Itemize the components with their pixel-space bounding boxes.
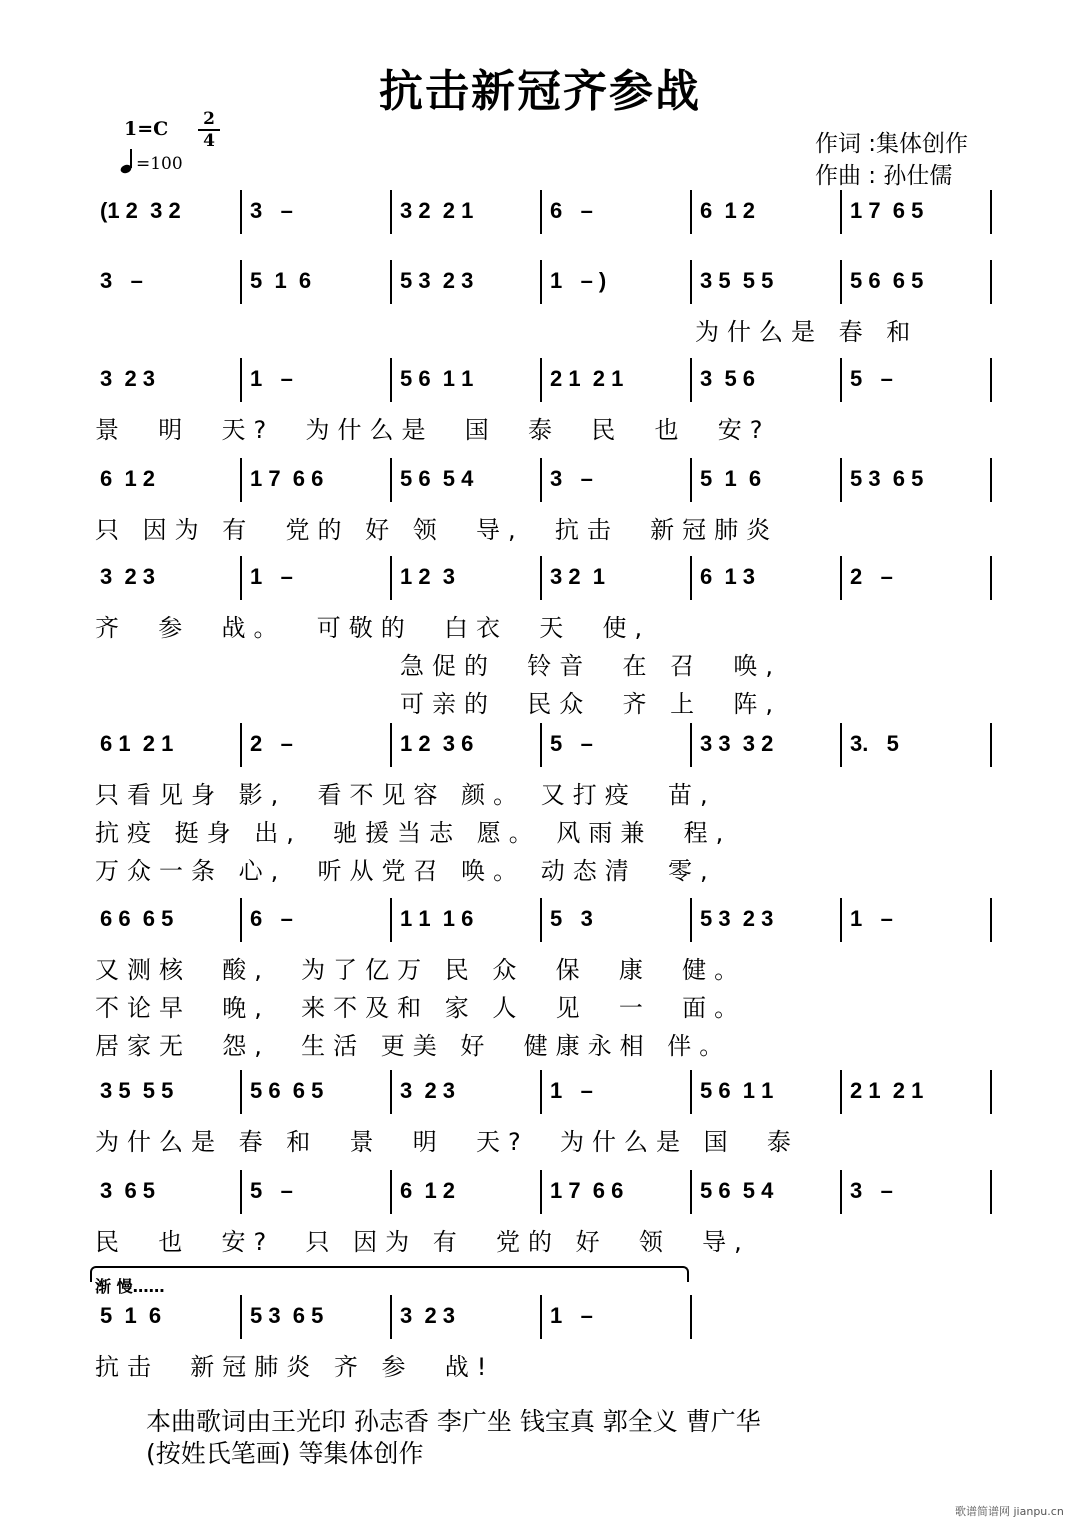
lyric-line: 景 明 天? 为什么是 国 泰 民 也 安? [95,416,771,444]
lyric-line: 为什么是 春 和 景 明 天? 为什么是 国 泰 [95,1128,799,1156]
measure-notes: 5 6 5 4 [400,466,474,491]
ritardando-bracket [90,1266,689,1282]
barline [390,556,392,600]
composer-credit: 作曲 : 孙仕儒 [815,163,953,189]
measure-notes: 5 – [850,366,893,391]
lyric-line: 齐 参 战。 可敬的 白衣 天 使, [95,614,651,642]
footnote-line-2: (按姓氏笔画) 等集体创作 [146,1439,424,1468]
measure-notes: 3 3 3 2 [700,731,774,756]
lyric-line: 不论早 晚, 来不及和 家 人 见 一 面。 [95,994,747,1022]
measure-notes: 2 – [850,564,893,589]
measure-notes: 1 – ) [550,268,607,293]
barline [240,1170,242,1214]
measure-notes: 6 1 3 [700,564,756,589]
measure-notes: 3 – [250,198,293,223]
barline [840,723,842,767]
time-top: 2 [203,109,215,129]
measure-notes: 1 7 6 5 [850,198,924,223]
measure-notes: 6 1 2 1 [100,731,174,756]
barline [240,1070,242,1114]
measure-notes: 1 7 6 6 [550,1178,624,1203]
barline [840,1070,842,1114]
barline [690,358,692,402]
barline [690,556,692,600]
measure-notes: 5 3 6 5 [250,1303,324,1328]
barline [240,556,242,600]
measure-notes: 6 1 2 [100,466,156,491]
measure-notes: 3 2 2 1 [400,198,474,223]
barline [990,898,992,942]
measure-notes: 3 – [550,466,593,491]
barline [840,260,842,304]
barline [690,1170,692,1214]
lyric-line: 只 因为 有 党的 好 领 导, 抗击 新冠肺炎 [95,516,779,544]
lyric-line: 只看见身 影, 看不见容 颜。 又打疫 苗, [95,781,716,809]
barline [240,898,242,942]
measure-notes: (1 2 3 2 [100,198,181,223]
barline [690,260,692,304]
measure-notes: 2 1 2 1 [850,1078,924,1103]
barline [390,260,392,304]
barline [990,458,992,502]
barline [990,260,992,304]
measure-notes: 5 6 1 1 [400,366,474,391]
measure-notes: 5 – [250,1178,293,1203]
barline [390,358,392,402]
measure-notes: 1 – [550,1078,593,1103]
measure-notes: 3 5 5 5 [700,268,774,293]
barline [390,1170,392,1214]
measure-notes: 6 – [550,198,593,223]
measure-notes: 3 6 5 [100,1178,156,1203]
barline [240,723,242,767]
measure-notes: 3 2 3 [400,1303,456,1328]
lyric-line: 急促的 铃音 在 召 唤, [400,652,782,680]
lyric-line: 民 也 安? 只 因为 有 党的 好 领 导, [95,1228,750,1256]
measure-notes: 5 3 2 3 [400,268,474,293]
measure-notes: 3 – [100,268,143,293]
measure-notes: 5 3 [550,906,593,931]
quarter-note-icon [120,148,134,174]
lyric-line: 为什么是 春 和 [695,318,919,346]
measure-notes: 3 2 3 [400,1078,456,1103]
barline [390,1070,392,1114]
lyric-line: 抗击 新冠肺炎 齐 参 战! [95,1353,495,1381]
measure-notes: 1 2 3 [400,564,456,589]
song-title: 抗击新冠齐参战 [379,66,701,117]
barline [240,358,242,402]
watermark: 歌谱简谱网 jianpu.cn [955,1505,1064,1518]
barline [690,1070,692,1114]
barline [240,458,242,502]
barline [540,1295,542,1339]
measure-notes: 3 2 3 [100,564,156,589]
measure-notes: 5 1 6 [700,466,762,491]
barline [540,190,542,234]
measure-notes: 5 6 5 4 [700,1178,774,1203]
barline [840,898,842,942]
measure-notes: 2 1 2 1 [550,366,624,391]
lyric-line: 又测核 酸, 为了亿万 民 众 保 康 健。 [95,956,747,984]
barline [240,1295,242,1339]
measure-notes: 3. 5 [850,731,899,756]
measure-notes: 1 7 6 6 [250,466,324,491]
time-bottom: 4 [203,131,215,151]
tempo-value: =100 [136,154,183,174]
time-signature [198,110,220,150]
measure-notes: 5 1 6 [250,268,312,293]
measure-notes: 1 – [250,564,293,589]
barline [540,723,542,767]
barline [690,898,692,942]
barline [690,1295,692,1339]
measure-notes: 5 1 6 [100,1303,162,1328]
barline [990,358,992,402]
measure-notes: 3 5 5 5 [100,1078,174,1103]
key-signature: 1=C [124,118,169,140]
measure-notes: 5 3 6 5 [850,466,924,491]
barline [990,556,992,600]
barline [840,190,842,234]
measure-notes: 6 6 6 5 [100,906,174,931]
barline [840,358,842,402]
measure-notes: 3 5 6 [700,366,756,391]
barline [240,190,242,234]
barline [540,260,542,304]
barline [840,1170,842,1214]
measure-notes: 1 1 1 6 [400,906,474,931]
measure-notes: 6 1 2 [700,198,756,223]
measure-notes: 5 6 6 5 [250,1078,324,1103]
barline [390,458,392,502]
measure-notes: 6 1 2 [400,1178,456,1203]
measure-notes: 5 6 6 5 [850,268,924,293]
barline [540,1070,542,1114]
measure-notes: 5 6 1 1 [700,1078,774,1103]
measure-notes: 1 2 3 6 [400,731,474,756]
barline [840,556,842,600]
measure-notes: 2 – [250,731,293,756]
barline [390,723,392,767]
barline [390,1295,392,1339]
ritardando-mark: 渐 慢…… [95,1277,165,1296]
barline [540,358,542,402]
barline [990,723,992,767]
lyric-line: 居家无 怨, 生活 更美 好 健康永相 伴。 [95,1032,732,1060]
measure-notes: 3 2 1 [550,564,606,589]
barline [540,898,542,942]
barline [240,260,242,304]
measure-notes: 3 – [850,1178,893,1203]
measure-notes: 1 – [250,366,293,391]
footnote-line-1: 本曲歌词由王光印 孙志香 李广坐 钱宝真 郭全义 曹广华 [146,1407,761,1436]
barline [540,1170,542,1214]
barline [990,1070,992,1114]
barline [690,458,692,502]
barline [990,190,992,234]
lyric-line: 可亲的 民众 齐 上 阵, [400,690,782,718]
barline [390,190,392,234]
barline [840,458,842,502]
measure-notes: 5 3 2 3 [700,906,774,931]
barline [690,190,692,234]
measure-notes: 5 – [550,731,593,756]
measure-notes: 1 – [550,1303,593,1328]
measure-notes: 6 – [250,906,293,931]
measure-notes: 3 2 3 [100,366,156,391]
barline [540,556,542,600]
lyricist-credit: 作词 :集体创作 [815,131,969,157]
barline [540,458,542,502]
tempo-marking [120,148,183,174]
lyric-line: 抗疫 挺身 出, 驰援当志 愿。 风雨兼 程, [95,819,732,847]
barline [990,1170,992,1214]
barline [390,898,392,942]
barline [690,723,692,767]
measure-notes: 1 – [850,906,893,931]
lyric-line: 万众一条 心, 听从党召 唤。 动态清 零, [95,857,716,885]
